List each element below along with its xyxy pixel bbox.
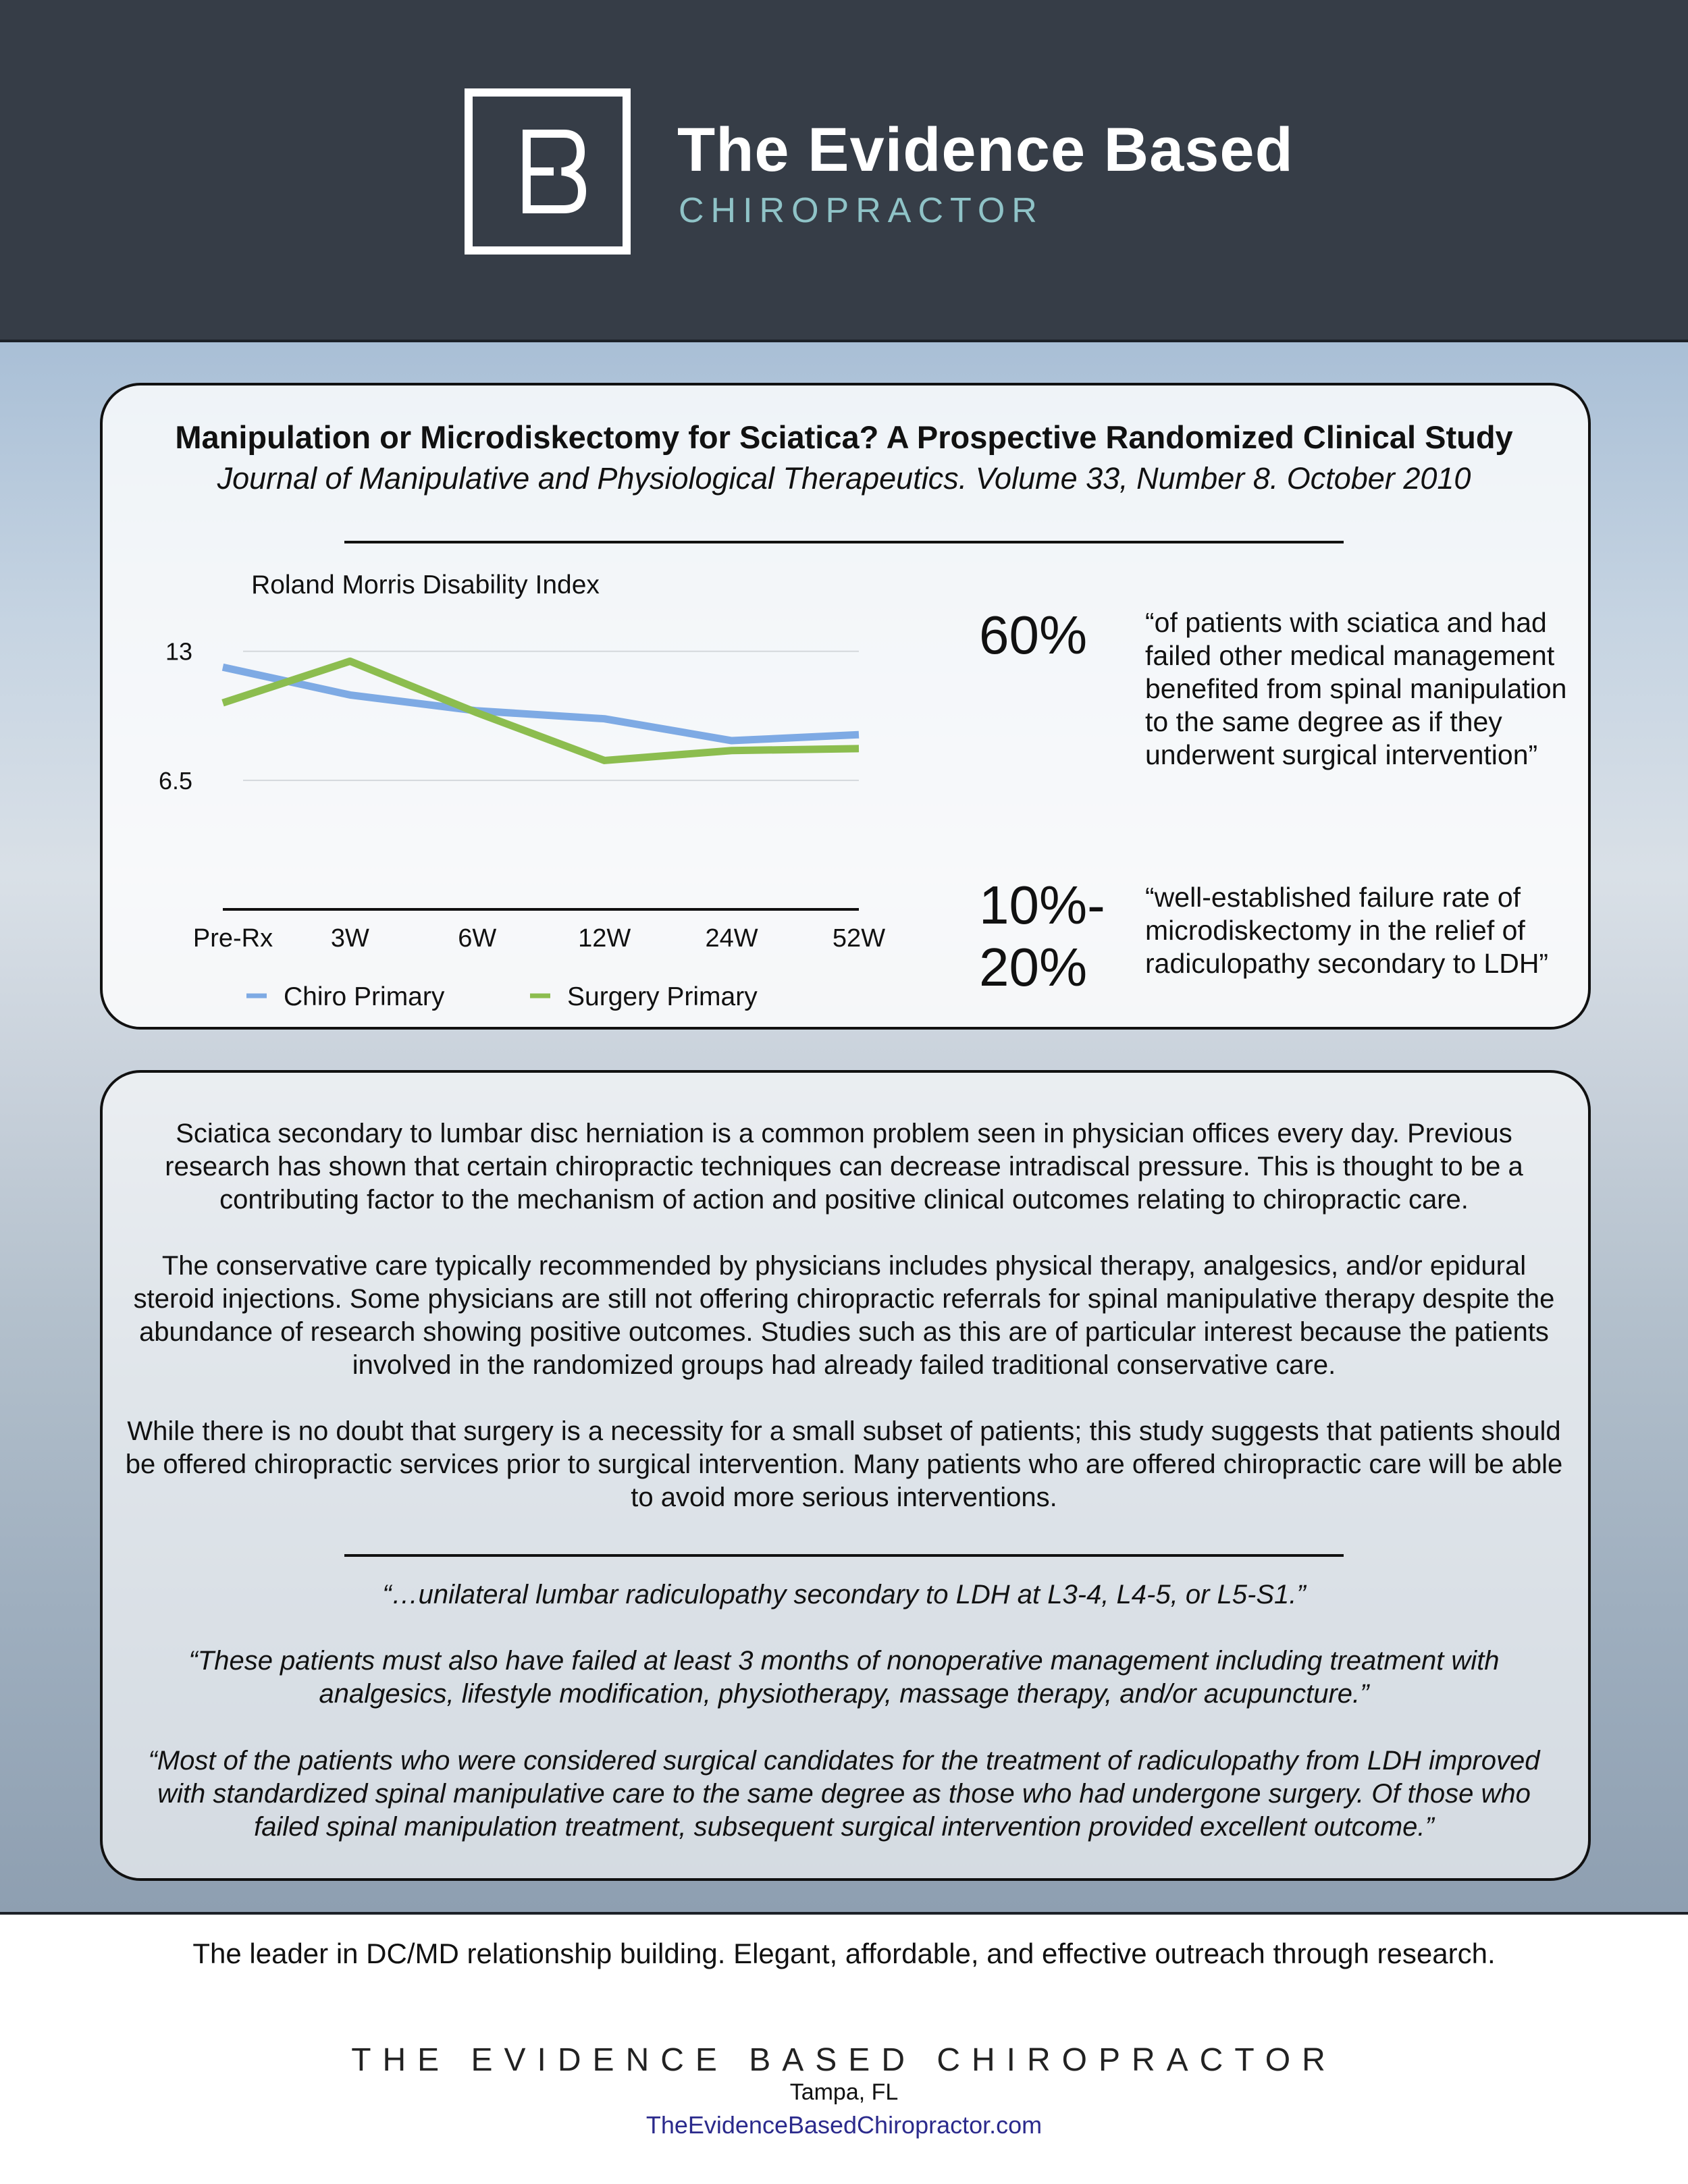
study-journal: Journal of Manipulative and Physiological Therapeutics. Volume 33, Number 8. October 2010: [217, 461, 1471, 496]
series-line-surgery-primary: [223, 661, 859, 760]
eb-monogram-icon: [473, 97, 623, 246]
footer-url-link[interactable]: TheEvidenceBasedChiropractor.com: [645, 2111, 1043, 2139]
brand-name: The Evidence Based: [677, 115, 1294, 184]
stat-60-quote: “of patients with sciatica and had failed other medical management benefited from spinal manipulation to the same degree as if they underwent surgical intervention”: [1145, 607, 1567, 770]
legend-label: Surgery Primary: [567, 982, 758, 1011]
footer-brand: THE EVIDENCE BASED CHIROPRACTOR: [351, 2042, 1337, 2078]
header-banner: [0, 0, 1688, 342]
divider: [344, 541, 1344, 543]
footer-city: Tampa, FL: [789, 2079, 899, 2105]
body-paragraph: While there is no doubt that surgery is a necessity for a small subset of patients; this study suggests that patients should be offered chiropractic services prior to surgical intervention. Many patients who are offered chiropractic care will be able to avoid more serious interventions.: [125, 1416, 1563, 1512]
x-tick-label: 3W: [330, 924, 369, 953]
x-tick-label: 12W: [578, 924, 631, 953]
chart-title: Roland Morris Disability Index: [251, 570, 600, 600]
x-tick-label: 24W: [705, 924, 758, 953]
legend-item: [246, 982, 445, 1011]
y-tick-label: 13: [165, 637, 192, 666]
stat-failure-rate-quote: “well-established failure rate of microdiskectomy in the relief of radiculopathy secondary to LDH”: [1145, 882, 1549, 979]
stat-failure-rate-line2: 20%: [979, 937, 1088, 997]
logo: [465, 88, 631, 255]
brand-subtitle: CHIROPRACTOR: [679, 191, 1044, 230]
y-tick-label: 6.5: [158, 766, 192, 795]
stat-60-percent: 60%: [979, 605, 1088, 665]
legend-label: Chiro Primary: [284, 982, 445, 1011]
x-tick-label: 6W: [458, 924, 497, 953]
study-quote: “Most of the patients who were considered surgical candidates for the treatment of radiculopathy from LDH improved with standardized spinal manipulative care to the same degree as those who had undergone surgery. Of those who failed spinal manipulation treatment, subsequent surgical intervention provided excellent outcome.”: [148, 1746, 1540, 1842]
divider: [344, 1554, 1344, 1557]
study-quote: “These patients must also have failed at least 3 months of nonoperative management including treatment with analgesics, lifestyle modification, physiotherapy, massage therapy, and/or acupuncture.”: [188, 1646, 1500, 1709]
study-title: Manipulation or Microdiskectomy for Sciatica? A Prospective Randomized Clinical Study: [175, 419, 1513, 455]
study-quote: “…unilateral lumbar radiculopathy secondary to LDH at L3-4, L4-5, or L5-S1.”: [382, 1580, 1306, 1609]
x-tick-label: 52W: [832, 924, 886, 953]
stat-failure-rate-line1: 10%-: [979, 875, 1105, 935]
body-paragraph: Sciatica secondary to lumbar disc herniation is a common problem seen in physician offices every day. Previous research has shown that certain chiropractic techniques can decrease intradiscal pressure. This is thought to be a contributing factor to the mechanism of action and positive clinical outcomes relating to chiropractic care.: [165, 1119, 1523, 1215]
series-line-chiro-primary: [223, 667, 859, 741]
legend-item: [530, 982, 758, 1011]
tagline: The leader in DC/MD relationship building. Elegant, affordable, and effective outreach through research.: [192, 1938, 1496, 1969]
x-tick-label: Pre-Rx: [192, 924, 273, 953]
body-paragraph: The conservative care typically recommended by physicians includes physical therapy, analgesics, and/or epidural steroid injections. Some physicians are still not offering chiropractic referrals for spinal manipulative therapy despite the abundance of research showing positive outcomes. Studies such as this are of particular interest because the patients involved in the randomized groups had already failed traditional conservative care.: [133, 1251, 1555, 1380]
disability-index-chart: [142, 560, 918, 1019]
